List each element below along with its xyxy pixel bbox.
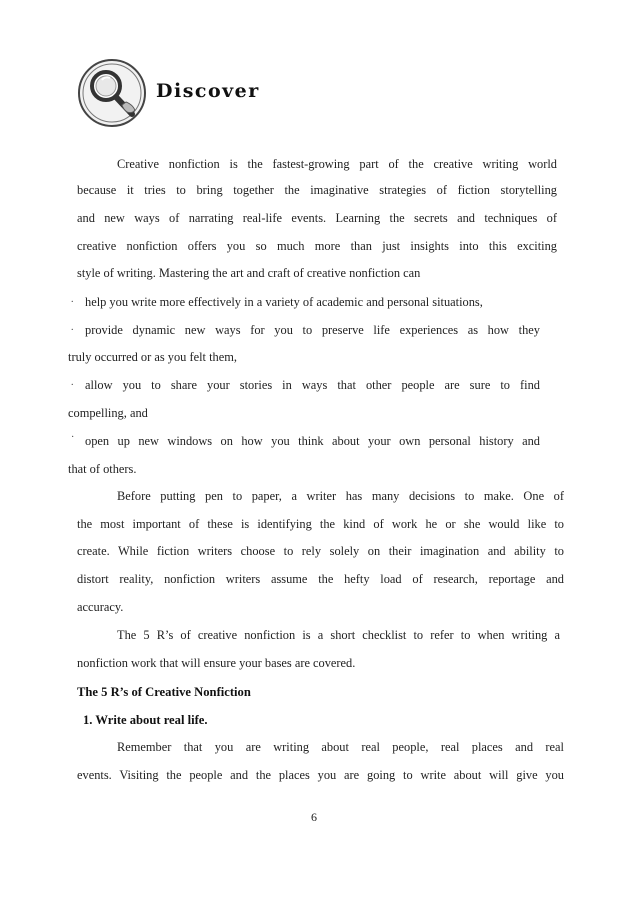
para3-line-2: nonfiction work that will ensure your bases are covered. (77, 656, 356, 670)
bullet-3-line-2: compelling, and (68, 406, 148, 420)
para2-line-2: the most important of these is identifying the kind of work he or she would like to (77, 517, 564, 531)
bullet-marker: · (71, 432, 75, 443)
bullet-3-line-1: allow you to share your stories in ways that other people are sure to find (85, 378, 540, 392)
list-item-heading: 1. Write about real life. (83, 713, 208, 727)
para2-line-3: create. While fiction writers choose to rely solely on their imagination and ability to (77, 544, 564, 558)
bullet-marker: . (71, 377, 74, 388)
bullet-4-line-1: open up new windows on how you think about your own personal history and (85, 434, 540, 448)
item1-line-1: Remember that you are writing about real people, real places and real (117, 740, 564, 754)
intro-line-2: because it tries to bring together the imaginative strategies of fiction storytelling (77, 183, 557, 197)
para3-line-1: The 5 R’s of creative nonfiction is a short checklist to refer to when writing a (117, 628, 560, 642)
section-heading: The 5 R’s of Creative Nonfiction (77, 685, 251, 699)
bullet-marker: . (71, 322, 74, 333)
page-number: 6 (311, 810, 317, 824)
bullet-2-line-1: provide dynamic new ways for you to preserve life experiences as how they (85, 323, 540, 337)
intro-line-5: style of writing. Mastering the art and craft of creative nonfiction can (77, 266, 421, 280)
bullet-2-line-2: truly occurred or as you felt them, (68, 350, 237, 364)
bullet-1-line-1: help you write more effectively in a variety of academic and personal situations, (85, 295, 483, 309)
bullet-marker: . (71, 294, 74, 305)
intro-line-3: and new ways of narrating real-life events. Learning the secrets and techniques of (77, 211, 557, 225)
para2-line-4: distort reality, nonfiction writers assume the hefty load of research, reportage and (77, 572, 564, 586)
discover-header (76, 58, 376, 128)
intro-line-4: creative nonfiction offers you so much more than just insights into this exciting (77, 239, 557, 253)
para2-line-5: accuracy. (77, 600, 124, 614)
magnifier-icon (76, 58, 148, 128)
page-title: Discover (156, 80, 260, 102)
para2-line-1: Before putting pen to paper, a writer has many decisions to make. One of (117, 489, 564, 503)
item1-line-2: events. Visiting the people and the places you are going to write about will give you (77, 768, 564, 782)
intro-line-1: Creative nonfiction is the fastest-growing part of the creative writing world (117, 157, 557, 171)
bullet-4-line-2: that of others. (68, 462, 137, 476)
